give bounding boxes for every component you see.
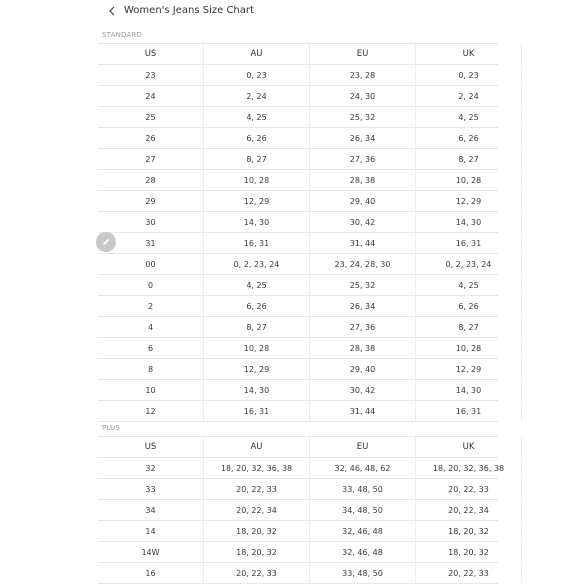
table-cell: 12, 29 xyxy=(416,359,522,379)
table-cell: 34 xyxy=(98,500,204,520)
table-cell: 27, 36 xyxy=(310,317,416,337)
table-cell: 14, 30 xyxy=(204,380,310,400)
table-cell: 8 xyxy=(98,359,204,379)
table-cell: 2 xyxy=(98,296,204,316)
table-cell: 10, 28 xyxy=(416,170,522,190)
table-cell: 20, 22, 33 xyxy=(416,563,522,583)
table-cell: 25, 32 xyxy=(310,275,416,295)
table-cell: 20, 22, 34 xyxy=(416,500,522,520)
table-cell: 28, 38 xyxy=(310,170,416,190)
table-row xyxy=(98,65,498,86)
table-cell: 4, 25 xyxy=(416,275,522,295)
table-cell: 23 xyxy=(98,65,204,85)
table-row xyxy=(98,212,498,233)
table-cell: 8, 27 xyxy=(204,149,310,169)
table-row xyxy=(98,86,498,107)
table-cell: 23, 24, 28, 30 xyxy=(310,254,416,274)
table-cell: 30 xyxy=(98,212,204,232)
table-cell: 4, 25 xyxy=(204,107,310,127)
table-cell: 24 xyxy=(98,86,204,106)
table-cell: 4 xyxy=(98,317,204,337)
table-cell: 6 xyxy=(98,338,204,358)
table-cell: 14, 30 xyxy=(204,212,310,232)
table-cell: 34, 48, 50 xyxy=(310,500,416,520)
table-cell: 33 xyxy=(98,479,204,499)
table-cell: 0, 2, 23, 24 xyxy=(416,254,522,274)
table-cell: 32, 46, 48, 62 xyxy=(310,458,416,478)
size-chart-screen xyxy=(98,0,505,580)
table-cell: 4, 25 xyxy=(204,275,310,295)
table-cell: 14W xyxy=(98,542,204,562)
column-header-us: US xyxy=(98,437,204,457)
table-cell: 28 xyxy=(98,170,204,190)
table-row xyxy=(98,275,498,296)
table-row xyxy=(98,191,498,212)
table-cell: 29 xyxy=(98,191,204,211)
column-header-eu: EU xyxy=(310,44,416,64)
table-cell: 16, 31 xyxy=(416,401,522,421)
table-cell: 16, 31 xyxy=(204,233,310,253)
table-row xyxy=(98,170,498,191)
pencil-icon xyxy=(101,237,111,247)
table-cell: 00 xyxy=(98,254,204,274)
section-label-plus: PLUS xyxy=(102,424,121,432)
table-cell: 32, 46, 48 xyxy=(310,542,416,562)
table-cell: 25 xyxy=(98,107,204,127)
table-header-row xyxy=(98,44,498,65)
table-row xyxy=(98,233,498,254)
table-cell: 10, 28 xyxy=(204,170,310,190)
table-cell: 16 xyxy=(98,563,204,583)
section-label-standard: STANDARD xyxy=(102,31,143,39)
table-cell: 8, 27 xyxy=(416,317,522,337)
table-row xyxy=(98,479,498,500)
table-cell: 2, 24 xyxy=(416,86,522,106)
table-cell: 26, 34 xyxy=(310,296,416,316)
table-row xyxy=(98,542,498,563)
table-cell: 18, 20, 32 xyxy=(416,542,522,562)
table-row xyxy=(98,500,498,521)
table-row xyxy=(98,563,498,584)
table-cell: 32, 46, 48 xyxy=(310,521,416,541)
column-header-uk: UK xyxy=(416,437,522,457)
table-row xyxy=(98,380,498,401)
table-cell: 31, 44 xyxy=(310,401,416,421)
table-cell: 8, 27 xyxy=(204,317,310,337)
table-row xyxy=(98,359,498,380)
table-row xyxy=(98,317,498,338)
table-cell: 8, 27 xyxy=(416,149,522,169)
table-cell: 12, 29 xyxy=(204,191,310,211)
back-button[interactable] xyxy=(104,3,120,19)
table-cell: 33, 48, 50 xyxy=(310,563,416,583)
standard-size-table xyxy=(98,43,498,422)
column-header-us: US xyxy=(98,44,204,64)
table-row xyxy=(98,296,498,317)
table-cell: 6, 26 xyxy=(416,128,522,148)
table-row xyxy=(98,254,498,275)
column-header-au: AU xyxy=(204,44,310,64)
table-cell: 20, 22, 33 xyxy=(416,479,522,499)
table-cell: 10, 28 xyxy=(204,338,310,358)
table-cell: 6, 26 xyxy=(416,296,522,316)
table-cell: 10, 28 xyxy=(416,338,522,358)
table-cell: 23, 28 xyxy=(310,65,416,85)
table-cell: 26, 34 xyxy=(310,128,416,148)
column-header-au: AU xyxy=(204,437,310,457)
table-cell: 12, 29 xyxy=(416,191,522,211)
table-cell: 12, 29 xyxy=(204,359,310,379)
table-cell: 32 xyxy=(98,458,204,478)
table-row xyxy=(98,521,498,542)
table-cell: 29, 40 xyxy=(310,359,416,379)
table-cell: 14, 30 xyxy=(416,212,522,232)
table-cell: 27, 36 xyxy=(310,149,416,169)
table-cell: 26 xyxy=(98,128,204,148)
column-header-uk: UK xyxy=(416,44,522,64)
table-cell: 31, 44 xyxy=(310,233,416,253)
table-header-row xyxy=(98,437,498,458)
table-row xyxy=(98,401,498,422)
table-cell: 16, 31 xyxy=(204,401,310,421)
table-cell: 20, 22, 33 xyxy=(204,479,310,499)
table-cell: 30, 42 xyxy=(310,212,416,232)
table-cell: 18, 20, 32 xyxy=(204,542,310,562)
table-cell: 29, 40 xyxy=(310,191,416,211)
chevron-left-icon xyxy=(108,6,116,16)
table-row xyxy=(98,458,505,479)
table-cell: 18, 20, 32, 36, 38 xyxy=(416,458,522,478)
table-cell: 14 xyxy=(98,521,204,541)
table-row xyxy=(98,149,498,170)
table-cell: 18, 20, 32, 36, 38 xyxy=(204,458,310,478)
table-cell: 31 xyxy=(98,233,204,253)
table-cell: 14, 30 xyxy=(416,380,522,400)
table-row xyxy=(98,338,498,359)
table-cell: 0 xyxy=(98,275,204,295)
table-cell: 20, 22, 33 xyxy=(204,563,310,583)
table-row xyxy=(98,107,498,128)
table-cell: 0, 23 xyxy=(416,65,522,85)
header xyxy=(98,0,482,24)
table-cell: 18, 20, 32 xyxy=(204,521,310,541)
table-row xyxy=(98,128,498,149)
table-cell: 33, 48, 50 xyxy=(310,479,416,499)
table-cell: 30, 42 xyxy=(310,380,416,400)
table-cell: 6, 26 xyxy=(204,128,310,148)
table-cell: 24, 30 xyxy=(310,86,416,106)
table-cell: 16, 31 xyxy=(416,233,522,253)
table-cell: 18, 20, 32 xyxy=(416,521,522,541)
table-cell: 6, 26 xyxy=(204,296,310,316)
table-cell: 0, 2, 23, 24 xyxy=(204,254,310,274)
edit-button[interactable] xyxy=(96,232,116,252)
table-cell: 0, 23 xyxy=(204,65,310,85)
table-cell: 20, 22, 34 xyxy=(204,500,310,520)
table-cell: 28, 38 xyxy=(310,338,416,358)
page-title: Women's Jeans Size Chart xyxy=(124,5,254,16)
table-cell: 27 xyxy=(98,149,204,169)
table-cell: 25, 32 xyxy=(310,107,416,127)
table-cell: 4, 25 xyxy=(416,107,522,127)
table-cell: 12 xyxy=(98,401,204,421)
table-cell: 2, 24 xyxy=(204,86,310,106)
column-header-eu: EU xyxy=(310,437,416,457)
table-cell: 10 xyxy=(98,380,204,400)
plus-size-table xyxy=(98,436,505,584)
